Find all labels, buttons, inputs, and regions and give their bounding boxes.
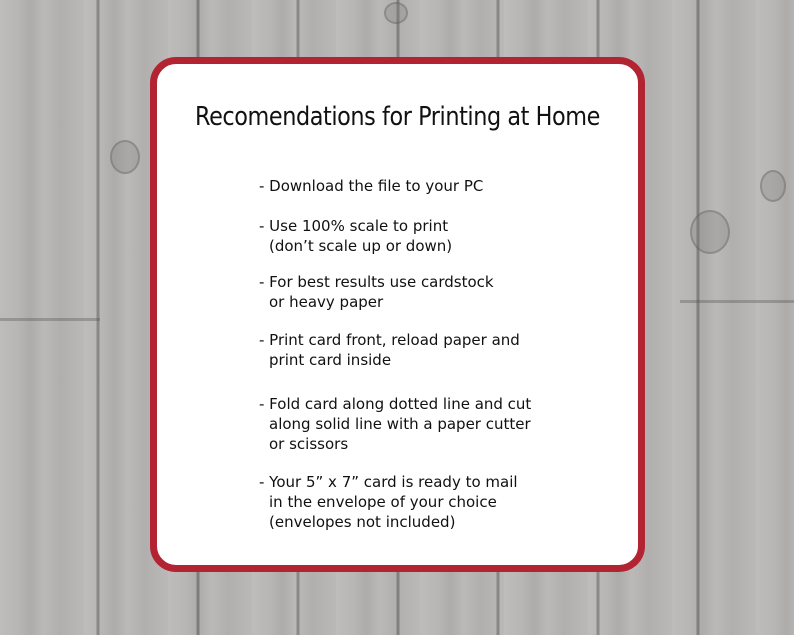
wood-knot [384, 2, 408, 24]
list-item-line: - Print card front, reload paper and [259, 331, 520, 349]
list-item [259, 176, 483, 196]
list-item-line: or heavy paper [269, 293, 384, 311]
list-item-line: - Download the file to your PC [259, 177, 484, 195]
list-item-line: print card inside [269, 351, 392, 369]
plank-seam [0, 318, 100, 321]
list-item-line: - Your 5” x 7” card is ready to mail [259, 473, 518, 491]
plank-seam [680, 300, 794, 303]
list-item-line: - For best results use cardstock [259, 273, 494, 291]
instructions-card [150, 57, 645, 572]
list-item-line: (don’t scale up or down) [269, 237, 453, 255]
list-item [259, 394, 531, 454]
list-item [259, 330, 520, 370]
list-item-line: in the envelope of your choice [269, 493, 497, 511]
list-item-line: - Use 100% scale to print [259, 217, 449, 235]
wood-knot [110, 140, 140, 174]
list-item [259, 272, 494, 312]
wood-knot [690, 210, 730, 254]
list-item [259, 472, 518, 532]
list-item [259, 216, 452, 256]
list-item-line: or scissors [269, 435, 349, 453]
list-item-line: along solid line with a paper cutter [269, 415, 531, 433]
list-item-line: - Fold card along dotted line and cut [259, 395, 532, 413]
wood-knot [760, 170, 786, 202]
card-title: Recomendations for Printing at Home [194, 102, 600, 132]
list-item-line: (envelopes not included) [269, 513, 456, 531]
